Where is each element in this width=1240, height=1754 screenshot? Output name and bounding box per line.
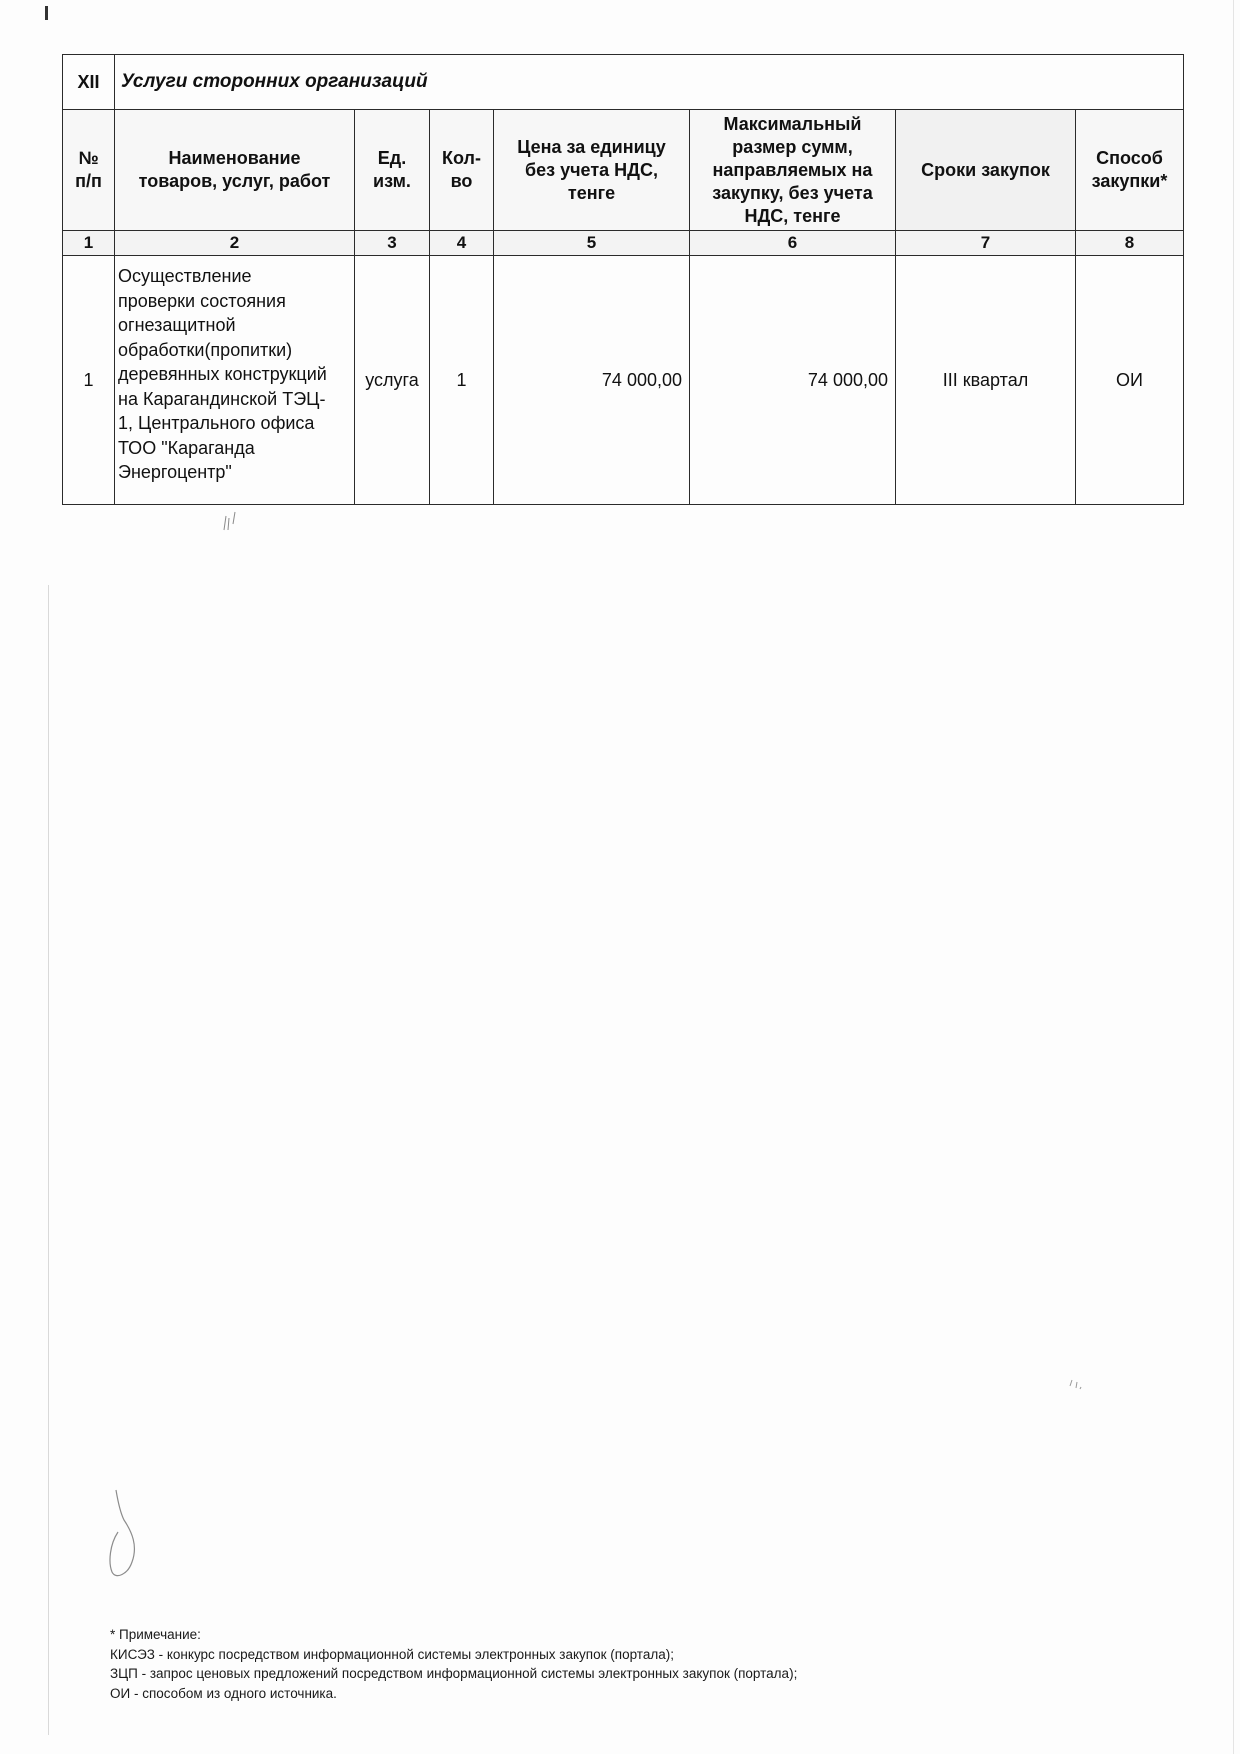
header-max-sum: Максимальный размер сумм, направляемых на закупку, без учета НДС, тенге <box>690 110 896 231</box>
column-number: 7 <box>896 231 1076 256</box>
footnote-line: КИСЭЗ - конкурс посредством информационной системы электронных закупок (портала); <box>110 1646 674 1662</box>
row-max-sum: 74 000,00 <box>690 256 896 505</box>
column-number: 8 <box>1076 231 1184 256</box>
row-unit-price: 74 000,00 <box>494 256 690 505</box>
header-unit-price: Цена за единицу без учета НДС, тенге <box>494 110 690 231</box>
scan-artifact-left <box>48 585 49 1735</box>
pen-mark <box>222 510 236 532</box>
column-number: 1 <box>63 231 115 256</box>
footnote <box>110 1625 797 1703</box>
column-number: 3 <box>355 231 430 256</box>
signature-mark <box>102 1488 162 1584</box>
header-method: Способ закупки* <box>1076 110 1184 231</box>
header-quantity: Кол- во <box>430 110 494 231</box>
row-item-name: Осуществление проверки состояния огнезащитной обработки(пропитки) деревянных конструкций на Карагандинской ТЭЦ- 1, Центрального офиса ТОО "Караганда Энергоцентр" <box>115 256 355 505</box>
section-header-row <box>63 55 1184 110</box>
column-number-row <box>63 231 1184 256</box>
section-title: Услуги сторонних организаций <box>115 55 1184 110</box>
footnote-title: * Примечание: <box>110 1627 201 1642</box>
scan-artifact-top <box>45 6 48 20</box>
header-number: № п/п <box>63 110 115 231</box>
row-unit: услуга <box>355 256 430 505</box>
column-number: 4 <box>430 231 494 256</box>
row-quantity: 1 <box>430 256 494 505</box>
table-row <box>63 256 1184 505</box>
row-method: ОИ <box>1076 256 1184 505</box>
footnote-line: ЗЦП - запрос ценовых предложений посредством информационной системы электронных закупок (портала); <box>110 1666 798 1681</box>
footnote-line: ОИ - способом из одного источника. <box>110 1685 337 1701</box>
column-header-row <box>63 110 1184 231</box>
scan-artifact-right <box>1233 0 1234 1754</box>
column-number: 2 <box>115 231 355 256</box>
header-name: Наименование товаров, услуг, работ <box>115 110 355 231</box>
row-term: III квартал <box>896 256 1076 505</box>
section-number: XII <box>63 55 115 110</box>
pen-mark <box>1068 1378 1102 1390</box>
column-number: 5 <box>494 231 690 256</box>
column-number: 6 <box>690 231 896 256</box>
procurement-table <box>62 54 1184 505</box>
row-number: 1 <box>63 256 115 505</box>
header-terms: Сроки закупок <box>896 110 1076 231</box>
header-unit: Ед. изм. <box>355 110 430 231</box>
